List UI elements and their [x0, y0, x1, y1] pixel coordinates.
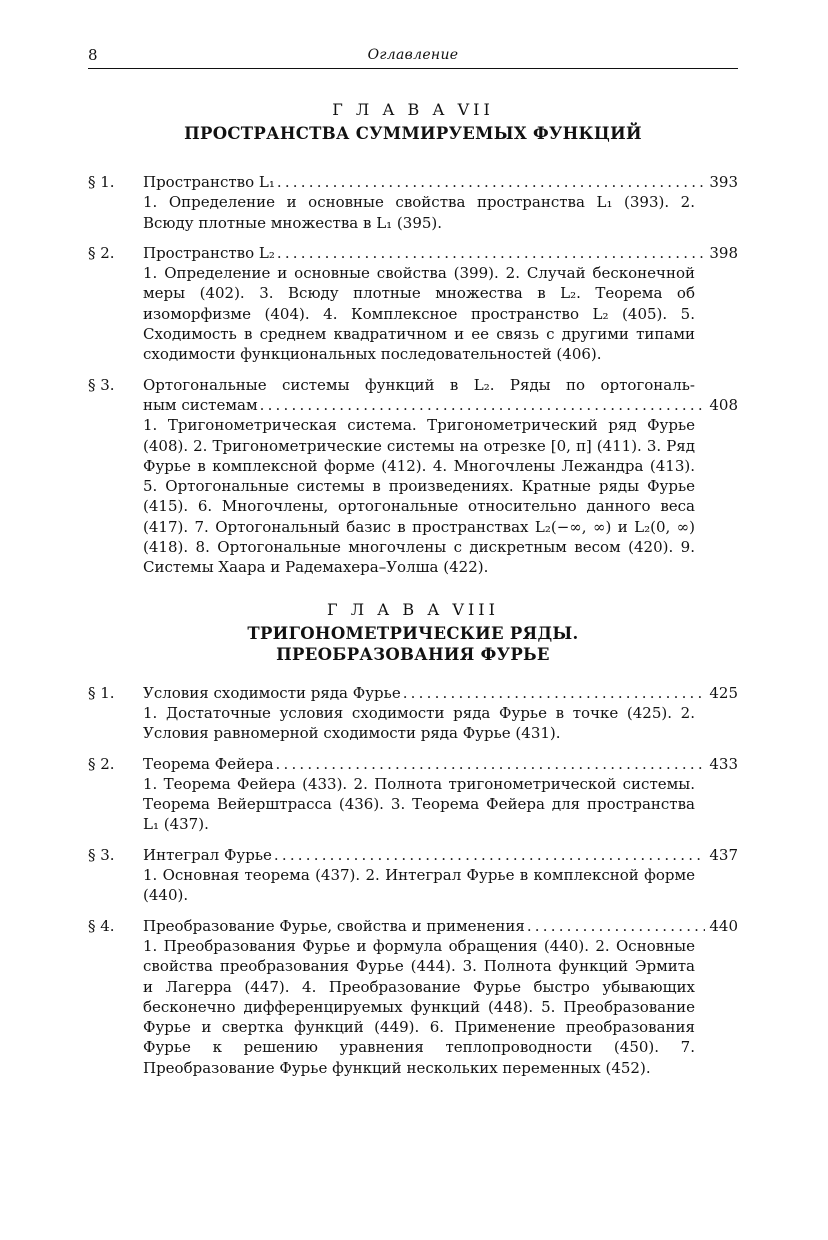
- section-title: ным системам: [143, 395, 258, 414]
- dot-leader: [277, 172, 705, 192]
- chapter-vii: [88, 100, 738, 144]
- chapter-label: Г Л А В А VII: [332, 100, 494, 119]
- dot-leader: [403, 683, 706, 703]
- section-description: 1. Определение и основные свойства (399). 2. Случай бесконечной меры (402). 3. Всюду плотные множества в L₂. Теорема об изоморфизме (404). 4. Комплексное пространство L₂ (405). 5. Сходимость в среднем квадратичном и ее связь с другими типами сходимости функциональных последовательностей (406).: [143, 264, 695, 364]
- section-title-line[interactable]: [143, 243, 738, 263]
- dot-leader: [260, 395, 706, 415]
- page-number: 8: [88, 46, 98, 64]
- section-title-line[interactable]: [143, 845, 738, 865]
- running-header: [88, 40, 738, 69]
- section-title-line[interactable]: [143, 916, 738, 936]
- section-description: 1. Тригонометрическая система. Тригонометрический ряд Фурье (408). 2. Тригонометрические системы на отрезке [0, π] (411). 3. Ряд Фурье в комплексной форме (412). 4. Многочлены Лежандра (413). 5. Ортогональные системы в произведениях. Кратные ряды Фурье (415). 6. Многочлены, ортогональные относительно данного веса (417). 7. Ортогональный базис в пространствах L₂(−∞, ∞) и L₂(0, ∞) (418). 8. Ортогональные многочлены с дискретным весом (420). 9. Системы Хаара и Радемахера–Уолша (422).: [143, 416, 695, 577]
- section-number: § 3.: [88, 845, 115, 864]
- chapter-title-line-1: ТРИГОНОМЕТРИЧЕСКИЕ РЯДЫ.: [247, 623, 579, 643]
- toc-section[interactable]: [88, 845, 738, 906]
- section-description: 1. Достаточные условия сходимости ряда Фурье в точке (425). 2. Условия равномерной сходимости ряда Фурье (431).: [143, 703, 695, 743]
- section-number: § 4.: [88, 916, 115, 935]
- section-number: § 3.: [88, 375, 115, 394]
- dot-leader: [274, 845, 705, 865]
- section-page: 398: [709, 243, 738, 262]
- section-description: 1. Определение и основные свойства пространства L₁ (393). 2. Всюду плотные множества в L₁ (395).: [143, 193, 695, 232]
- chapter-label: Г Л А В А VIII: [327, 599, 499, 619]
- section-page: 433: [709, 754, 738, 773]
- section-title-line[interactable]: [143, 754, 738, 774]
- toc-section[interactable]: [88, 683, 738, 744]
- section-page: 425: [709, 683, 738, 702]
- section-title-line[interactable]: [143, 683, 738, 703]
- section-description: 1. Преобразования Фурье и формула обращения (440). 2. Основные свойства преобразования Фурье (444). 3. Полнота функций Эрмита и Лагерра (447). 4. Преобразование Фурье быстро убывающих бесконечно дифференцируемых функций (448). 5. Преобразование Фурье и свертка функций (449). 6. Применение преобразования Фурье к решению уравнения теплопроводности (450). 7. Преобразование Фурье функций нескольких переменных (452).: [143, 936, 695, 1077]
- dot-leader: [277, 243, 705, 263]
- dot-leader: [276, 754, 706, 774]
- section-title-line[interactable]: [143, 172, 738, 192]
- chapter-viii: [88, 600, 738, 665]
- section-page: 440: [709, 916, 738, 935]
- section-page: 437: [709, 845, 738, 864]
- running-title: Оглавление: [367, 47, 459, 63]
- section-title-first-line: Ортогональные системы функций в L₂. Ряды по ортогональ-: [143, 375, 695, 394]
- section-title: Интеграл Фурье: [143, 845, 272, 864]
- toc-section[interactable]: [88, 375, 738, 578]
- chapter-title-line-2: ПРЕОБРАЗОВАНИЯ ФУРЬЕ: [276, 644, 550, 664]
- section-description: 1. Теорема Фейера (433). 2. Полнота тригонометрической системы. Теорема Вейерштрасса (436). 3. Теорема Фейера для пространства L₁ (437).: [143, 774, 695, 834]
- section-page: 408: [709, 395, 738, 414]
- toc-page: [88, 40, 738, 1078]
- section-number: § 1.: [88, 683, 115, 702]
- toc-section[interactable]: [88, 916, 738, 1078]
- section-page: 393: [709, 173, 738, 191]
- section-number: § 2.: [88, 243, 115, 262]
- section-number: § 1.: [88, 173, 115, 191]
- toc-section[interactable]: [88, 172, 738, 233]
- chapter-title: ПРОСТРАНСТВА СУММИРУЕМЫХ ФУНКЦИЙ: [184, 124, 642, 143]
- section-title: Условия сходимости ряда Фурье: [143, 683, 401, 702]
- section-title: Теорема Фейера: [143, 754, 274, 773]
- section-number: § 2.: [88, 754, 115, 773]
- dot-leader: [527, 916, 706, 936]
- section-title: Преобразование Фурье, свойства и применения: [143, 916, 525, 935]
- toc-section[interactable]: [88, 754, 738, 835]
- toc-section[interactable]: [88, 243, 738, 365]
- section-title: Пространство L₂: [143, 243, 275, 262]
- section-title-line[interactable]: [143, 395, 738, 415]
- section-title: Пространство L₁: [143, 173, 275, 191]
- section-description: 1. Основная теорема (437). 2. Интеграл Фурье в комплексной форме (440).: [143, 866, 695, 905]
